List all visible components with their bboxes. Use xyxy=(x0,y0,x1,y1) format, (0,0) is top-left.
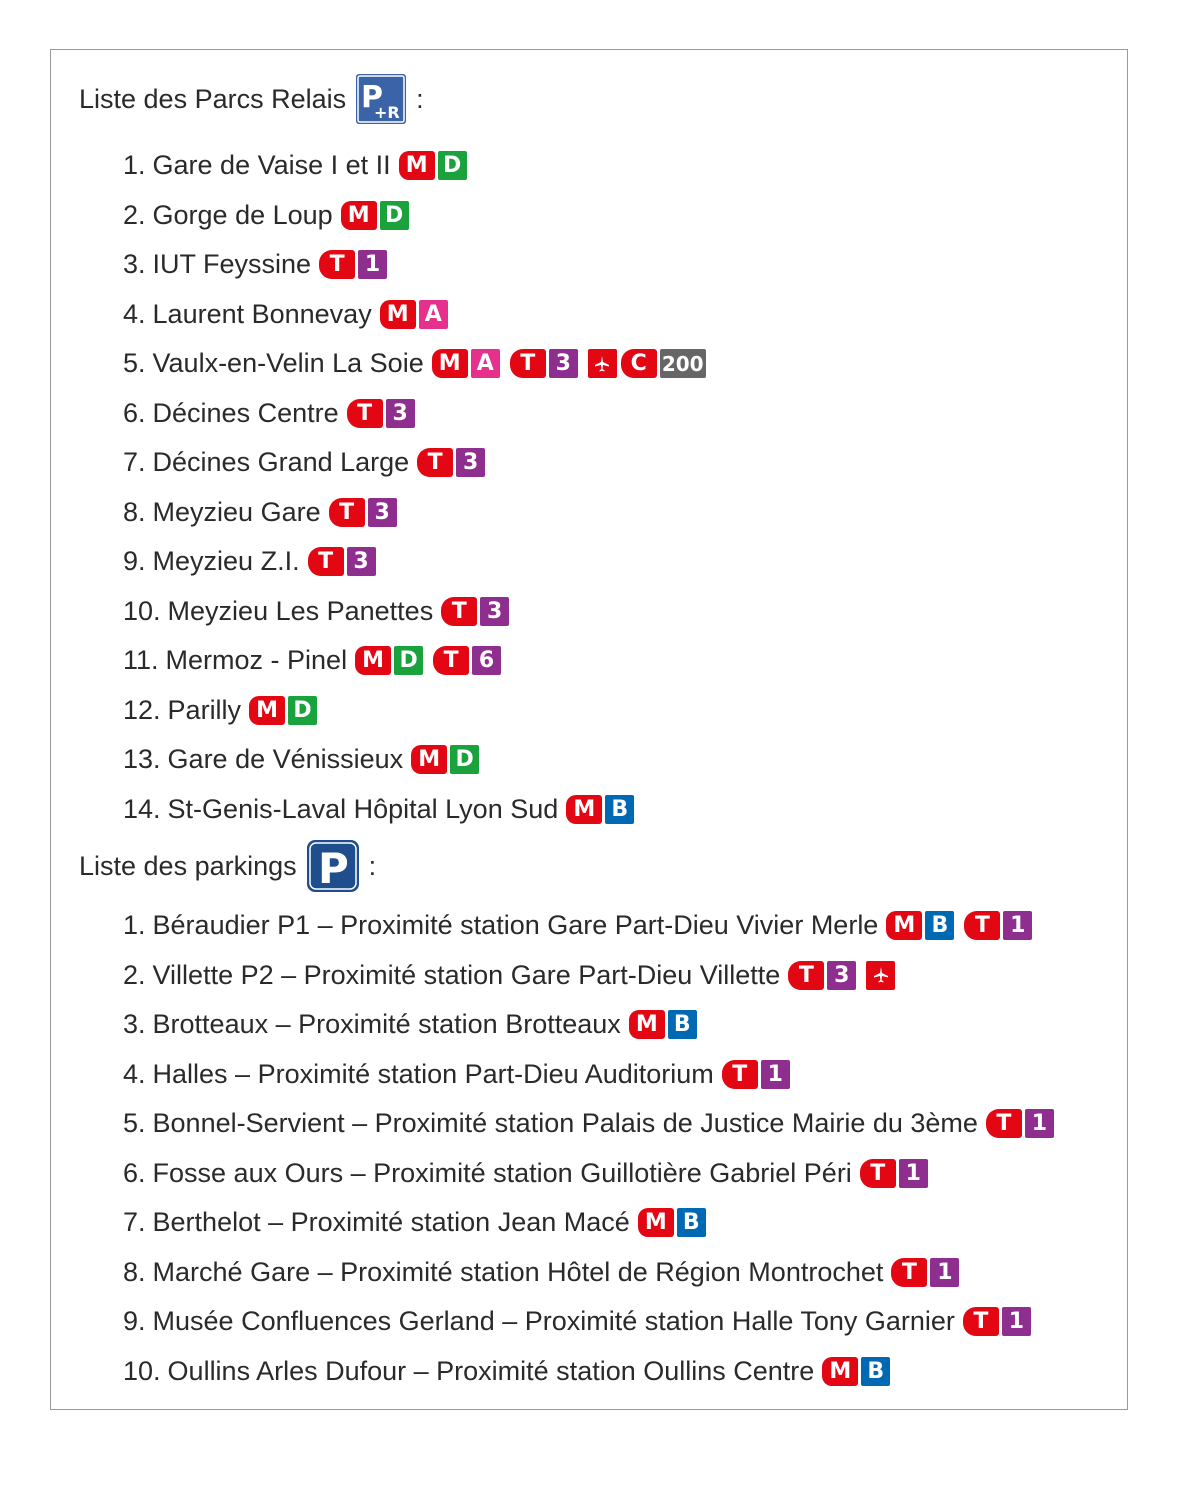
line-badge-group xyxy=(788,961,859,990)
parcs-relais-heading xyxy=(79,74,424,124)
item-number: 3. xyxy=(123,1009,146,1040)
metro-mode-badge: M xyxy=(432,349,468,378)
line-badge-group xyxy=(566,795,637,824)
parkings-list xyxy=(123,901,1064,1396)
line-number-badge: B xyxy=(861,1357,890,1386)
line-badges xyxy=(963,1307,1041,1336)
line-badge-group xyxy=(629,1010,700,1039)
item-name: St-Genis-Laval Hôpital Lyon Sud xyxy=(167,793,559,824)
item-number: 8. xyxy=(123,1256,146,1287)
parking-icon xyxy=(307,840,359,892)
line-number-badge: 3 xyxy=(549,349,578,378)
list-item xyxy=(123,1198,1064,1248)
item-number: 6. xyxy=(123,1157,146,1188)
line-badges xyxy=(308,547,386,576)
line-badge-group xyxy=(822,1357,893,1386)
metro-mode-badge: M xyxy=(341,201,377,230)
line-badges xyxy=(788,961,899,990)
list-item xyxy=(123,537,716,587)
line-number-badge: 3 xyxy=(368,498,397,527)
metro-mode-badge: M xyxy=(399,151,435,180)
line-badge-group xyxy=(411,745,482,774)
svg-text:+R: +R xyxy=(374,103,400,122)
list-item xyxy=(123,1149,1064,1199)
metro-mode-badge: M xyxy=(886,911,922,940)
item-name: Musée Confluences Gerland – Proximité station Halle Tony Garnier xyxy=(152,1306,955,1337)
item-number: 4. xyxy=(123,298,146,329)
item-number: 6. xyxy=(123,397,146,428)
list-item xyxy=(123,1099,1064,1149)
line-badges xyxy=(722,1060,800,1089)
item-number: 5. xyxy=(123,1108,146,1139)
item-number: 2. xyxy=(123,959,146,990)
tram-mode-badge: T xyxy=(441,597,477,626)
item-name: Villette P2 – Proximité station Gare Part-Dieu Villette xyxy=(152,959,781,990)
line-badge-group xyxy=(329,498,400,527)
item-name: Bonnel-Servient – Proximité station Palais de Justice Mairie du 3ème xyxy=(152,1108,978,1139)
list-item xyxy=(123,686,716,736)
line-badges xyxy=(355,646,511,675)
line-number-badge: 3 xyxy=(456,448,485,477)
item-number: 9. xyxy=(123,1306,146,1337)
item-name: Béraudier P1 – Proximité station Gare Part-Dieu Vivier Merle xyxy=(152,910,879,941)
list-item xyxy=(123,240,716,290)
line-badge-group xyxy=(319,250,390,279)
item-name: IUT Feyssine xyxy=(152,249,312,280)
item-name: Oullins Arles Dufour – Proximité station Oullins Centre xyxy=(167,1355,815,1386)
item-name: Gare de Vénissieux xyxy=(167,744,404,775)
tram-mode-badge: T xyxy=(417,448,453,477)
list-item xyxy=(123,339,716,389)
airport-shuttle-icon xyxy=(866,961,895,990)
parcs-relais-title: Liste des Parcs Relais xyxy=(79,83,347,114)
line-badge-group xyxy=(722,1060,793,1089)
line-badge-group xyxy=(355,646,426,675)
line-badge-group xyxy=(510,349,581,378)
parcs-relais-colon: : xyxy=(416,83,424,114)
line-badges xyxy=(886,911,1042,940)
item-number: 1. xyxy=(123,150,146,181)
line-badge-group xyxy=(380,300,451,329)
line-number-badge: 3 xyxy=(386,399,415,428)
line-badge-group xyxy=(638,1208,709,1237)
item-number: 12. xyxy=(123,694,161,725)
line-badges xyxy=(629,1010,707,1039)
svg-text:P: P xyxy=(317,844,349,892)
line-number-badge: B xyxy=(668,1010,697,1039)
item-name: Berthelot – Proximité station Jean Macé xyxy=(152,1207,630,1238)
list-item xyxy=(123,488,716,538)
line-badges xyxy=(411,745,489,774)
item-number: 1. xyxy=(123,910,146,941)
line-badge-group xyxy=(860,1159,931,1188)
line-number-badge: 1 xyxy=(761,1060,790,1089)
item-number: 7. xyxy=(123,1207,146,1238)
line-number-badge: 1 xyxy=(930,1258,959,1287)
line-badge-group xyxy=(417,448,488,477)
line-badges xyxy=(249,696,327,725)
list-item xyxy=(123,191,716,241)
metro-mode-badge: M xyxy=(566,795,602,824)
metro-mode-badge: M xyxy=(629,1010,665,1039)
list-item xyxy=(123,1050,1064,1100)
tram-mode-badge: T xyxy=(510,349,546,378)
parkings-title: Liste des parkings xyxy=(79,850,297,881)
tram-mode-badge: T xyxy=(891,1258,927,1287)
line-number-badge: 1 xyxy=(1002,1307,1031,1336)
line-badge-group xyxy=(986,1109,1057,1138)
airport-shuttle-icon xyxy=(588,349,617,378)
list-item xyxy=(123,1000,1064,1050)
line-badges xyxy=(432,349,716,378)
parcs-relais-list xyxy=(123,141,716,834)
line-number-badge: D xyxy=(380,201,409,230)
metro-mode-badge: M xyxy=(638,1208,674,1237)
item-name: Meyzieu Z.I. xyxy=(152,546,300,577)
list-item xyxy=(123,636,716,686)
metro-mode-badge: M xyxy=(822,1357,858,1386)
list-item xyxy=(123,785,716,835)
line-number-badge: 200 xyxy=(660,349,706,378)
item-number: 13. xyxy=(123,744,161,775)
line-number-badge: 1 xyxy=(1025,1109,1054,1138)
line-badge-group xyxy=(964,911,1035,940)
list-item xyxy=(123,290,716,340)
line-badge-group xyxy=(341,201,412,230)
tram-mode-badge: T xyxy=(319,250,355,279)
tram-mode-badge: T xyxy=(308,547,344,576)
item-number: 2. xyxy=(123,199,146,230)
line-number-badge: A xyxy=(419,300,448,329)
list-item xyxy=(123,587,716,637)
item-name: Fosse aux Ours – Proximité station Guillotière Gabriel Péri xyxy=(152,1157,852,1188)
line-badges xyxy=(638,1208,716,1237)
line-badges xyxy=(347,399,425,428)
line-number-badge: 1 xyxy=(1003,911,1032,940)
list-item xyxy=(123,1347,1064,1397)
line-badge-group xyxy=(432,349,503,378)
line-number-badge: B xyxy=(925,911,954,940)
line-badge-group xyxy=(441,597,512,626)
item-name: Marché Gare – Proximité station Hôtel de Région Montrochet xyxy=(152,1256,884,1287)
item-name: Décines Grand Large xyxy=(152,447,410,478)
line-badges xyxy=(380,300,458,329)
item-name: Halles – Proximité station Part-Dieu Auditorium xyxy=(152,1058,714,1089)
item-name: Gare de Vaise I et II xyxy=(152,150,391,181)
line-number-badge: 3 xyxy=(827,961,856,990)
line-badge-group xyxy=(249,696,320,725)
line-number-badge: 6 xyxy=(472,646,501,675)
line-number-badge: D xyxy=(438,151,467,180)
list-item xyxy=(123,735,716,785)
item-name: Brotteaux – Proximité station Brotteaux xyxy=(152,1009,621,1040)
line-badges xyxy=(566,795,644,824)
line-badge-group xyxy=(891,1258,962,1287)
line-number-badge: D xyxy=(394,646,423,675)
item-number: 9. xyxy=(123,546,146,577)
tram-mode-badge: T xyxy=(964,911,1000,940)
item-name: Meyzieu Les Panettes xyxy=(167,595,434,626)
line-number-badge: D xyxy=(288,696,317,725)
list-item xyxy=(123,438,716,488)
line-badges xyxy=(329,498,407,527)
list-item xyxy=(123,1297,1064,1347)
item-name: Mermoz - Pinel xyxy=(165,645,348,676)
tram-mode-badge: T xyxy=(963,1307,999,1336)
line-badge-group xyxy=(886,911,957,940)
line-badges xyxy=(441,597,519,626)
item-name: Vaulx-en-Velin La Soie xyxy=(152,348,424,379)
line-number-badge: B xyxy=(677,1208,706,1237)
tram-mode-badge: T xyxy=(788,961,824,990)
parkings-heading xyxy=(79,840,376,892)
line-badges xyxy=(399,151,477,180)
list-item xyxy=(123,1248,1064,1298)
line-badges xyxy=(417,448,495,477)
metro-mode-badge: M xyxy=(355,646,391,675)
item-number: 7. xyxy=(123,447,146,478)
bus-mode-badge: C xyxy=(621,349,657,378)
line-badges xyxy=(891,1258,969,1287)
item-number: 8. xyxy=(123,496,146,527)
line-badges xyxy=(860,1159,938,1188)
line-number-badge: 1 xyxy=(899,1159,928,1188)
svg-text:P: P xyxy=(361,80,384,115)
line-number-badge: 3 xyxy=(347,547,376,576)
tram-mode-badge: T xyxy=(986,1109,1022,1138)
line-number-badge: 3 xyxy=(480,597,509,626)
list-item xyxy=(123,389,716,439)
line-badge-group xyxy=(347,399,418,428)
item-name: Meyzieu Gare xyxy=(152,496,321,527)
item-number: 11. xyxy=(123,645,159,676)
line-badges xyxy=(319,250,397,279)
line-number-badge: B xyxy=(605,795,634,824)
line-badge-group xyxy=(963,1307,1034,1336)
tram-mode-badge: T xyxy=(329,498,365,527)
line-number-badge: D xyxy=(450,745,479,774)
item-number: 10. xyxy=(123,595,161,626)
line-badges xyxy=(341,201,419,230)
item-number: 14. xyxy=(123,793,161,824)
tram-mode-badge: T xyxy=(433,646,469,675)
item-number: 10. xyxy=(123,1355,161,1386)
line-number-badge: A xyxy=(471,349,500,378)
list-item xyxy=(123,141,716,191)
item-number: 3. xyxy=(123,249,146,280)
tram-mode-badge: T xyxy=(860,1159,896,1188)
line-badges xyxy=(986,1109,1064,1138)
item-number: 4. xyxy=(123,1058,146,1089)
tram-mode-badge: T xyxy=(722,1060,758,1089)
item-name: Décines Centre xyxy=(152,397,339,428)
metro-mode-badge: M xyxy=(380,300,416,329)
item-name: Gorge de Loup xyxy=(152,199,333,230)
line-number-badge: 1 xyxy=(358,250,387,279)
line-badge-group xyxy=(433,646,504,675)
park-and-ride-icon xyxy=(356,74,406,124)
line-badge-group xyxy=(308,547,379,576)
metro-mode-badge: M xyxy=(249,696,285,725)
line-badge-group xyxy=(621,349,709,378)
parkings-colon: : xyxy=(368,850,377,881)
item-number: 5. xyxy=(123,348,146,379)
item-name: Parilly xyxy=(167,694,242,725)
line-badges xyxy=(822,1357,900,1386)
content-frame xyxy=(50,49,1128,1410)
metro-mode-badge: M xyxy=(411,745,447,774)
list-item xyxy=(123,951,1064,1001)
item-name: Laurent Bonnevay xyxy=(152,298,372,329)
tram-mode-badge: T xyxy=(347,399,383,428)
list-item xyxy=(123,901,1064,951)
line-badge-group xyxy=(399,151,470,180)
